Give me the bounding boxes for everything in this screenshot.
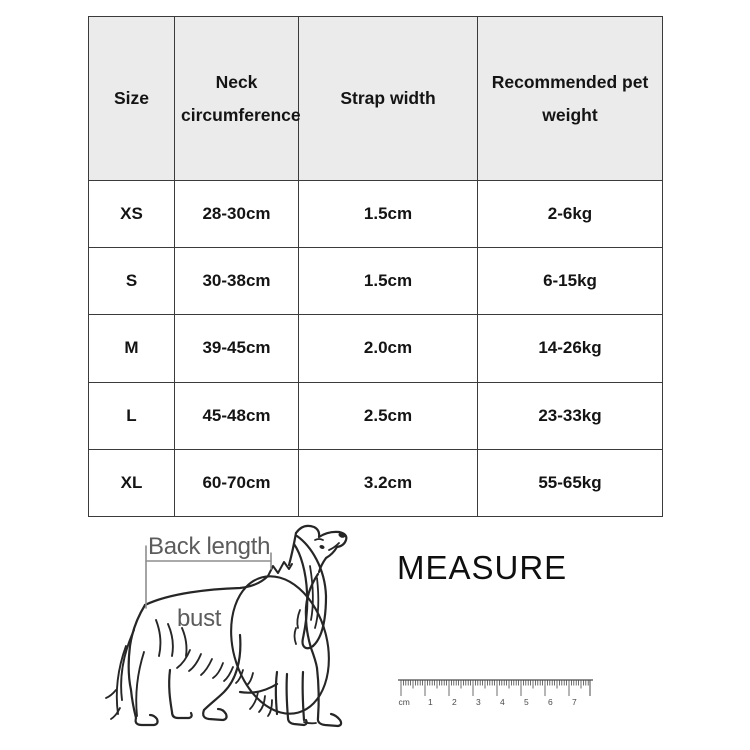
dog-hind-leg2 bbox=[169, 670, 172, 712]
svg-text:1: 1 bbox=[428, 697, 433, 707]
dog-front-paw bbox=[318, 714, 341, 726]
dog-front-leg bbox=[317, 668, 319, 718]
dog-fur bbox=[247, 673, 253, 685]
dog-neck-line bbox=[289, 533, 296, 565]
back-length-label: Back length bbox=[148, 533, 271, 560]
svg-text:4: 4 bbox=[500, 697, 505, 707]
cell-size: S bbox=[89, 248, 175, 315]
cell-strap: 3.2cm bbox=[299, 449, 478, 516]
dog-brow bbox=[315, 539, 323, 540]
dog-front-leg-back bbox=[303, 672, 304, 720]
cell-strap: 1.5cm bbox=[299, 248, 478, 315]
dog-ear-stroke bbox=[310, 566, 313, 620]
dog-fur bbox=[168, 624, 173, 656]
header-neck-circumference: Neck circumference bbox=[175, 17, 299, 181]
cell-weight: 55-65kg bbox=[478, 449, 663, 516]
cell-neck: 28-30cm bbox=[175, 181, 299, 248]
dog-fur bbox=[177, 650, 190, 668]
dog-fur bbox=[136, 652, 144, 716]
cell-weight: 2-6kg bbox=[478, 181, 663, 248]
dog-fur bbox=[224, 667, 233, 681]
header-strap-width: Strap width bbox=[299, 17, 478, 181]
dog-haunch bbox=[204, 635, 240, 710]
dog-fur bbox=[106, 690, 116, 698]
dog-back-line bbox=[145, 576, 268, 605]
cell-neck: 45-48cm bbox=[175, 382, 299, 449]
svg-text:5: 5 bbox=[524, 697, 529, 707]
cell-weight: 23-33kg bbox=[478, 382, 663, 449]
dog-front-leg2-back bbox=[276, 672, 277, 714]
cell-strap: 2.5cm bbox=[299, 382, 478, 449]
cell-neck: 60-70cm bbox=[175, 449, 299, 516]
header-row bbox=[89, 17, 663, 181]
dog-ear-inner bbox=[294, 544, 313, 648]
measure-title: MEASURE bbox=[397, 549, 568, 586]
table-row-xl bbox=[89, 449, 663, 516]
cell-size: XL bbox=[89, 449, 175, 516]
bust-label: bust bbox=[177, 605, 222, 632]
svg-text:6: 6 bbox=[548, 697, 553, 707]
dog-hind-paw bbox=[203, 709, 226, 720]
dog-ear-stroke bbox=[315, 578, 318, 628]
cell-strap: 2.0cm bbox=[299, 315, 478, 382]
dog-fur bbox=[156, 620, 160, 656]
dog-eye bbox=[319, 544, 325, 549]
table-row-xs bbox=[89, 181, 663, 248]
dog-fur bbox=[121, 630, 134, 700]
dog-ruff-flick bbox=[295, 628, 297, 644]
size-chart-table bbox=[88, 16, 663, 517]
dog-hind-paw2 bbox=[172, 712, 192, 718]
svg-text:2: 2 bbox=[452, 697, 457, 707]
cell-weight: 14-26kg bbox=[478, 315, 663, 382]
table-row-s bbox=[89, 248, 663, 315]
cell-strap: 1.5cm bbox=[299, 181, 478, 248]
svg-text:cm: cm bbox=[398, 697, 410, 707]
dog-rear-paw bbox=[136, 715, 158, 725]
cell-neck: 39-45cm bbox=[175, 315, 299, 382]
table-row-m bbox=[89, 315, 663, 382]
cell-weight: 6-15kg bbox=[478, 248, 663, 315]
svg-text:7: 7 bbox=[572, 697, 577, 707]
dog-ruff-flick bbox=[297, 610, 300, 628]
cell-size: M bbox=[89, 315, 175, 382]
cell-size: XS bbox=[89, 181, 175, 248]
dog-fur bbox=[189, 654, 201, 671]
ruler bbox=[396, 676, 598, 710]
svg-text:3: 3 bbox=[476, 697, 481, 707]
header-recommended-pet-weight: Recommended pet weight bbox=[478, 17, 663, 181]
header-size: Size bbox=[89, 17, 175, 181]
cell-neck: 30-38cm bbox=[175, 248, 299, 315]
dog-chest bbox=[311, 648, 317, 668]
cell-size: L bbox=[89, 382, 175, 449]
dog-front-leg2 bbox=[287, 674, 288, 718]
table-row-l bbox=[89, 382, 663, 449]
dog-fur bbox=[201, 659, 212, 675]
dog-fur bbox=[213, 663, 223, 678]
